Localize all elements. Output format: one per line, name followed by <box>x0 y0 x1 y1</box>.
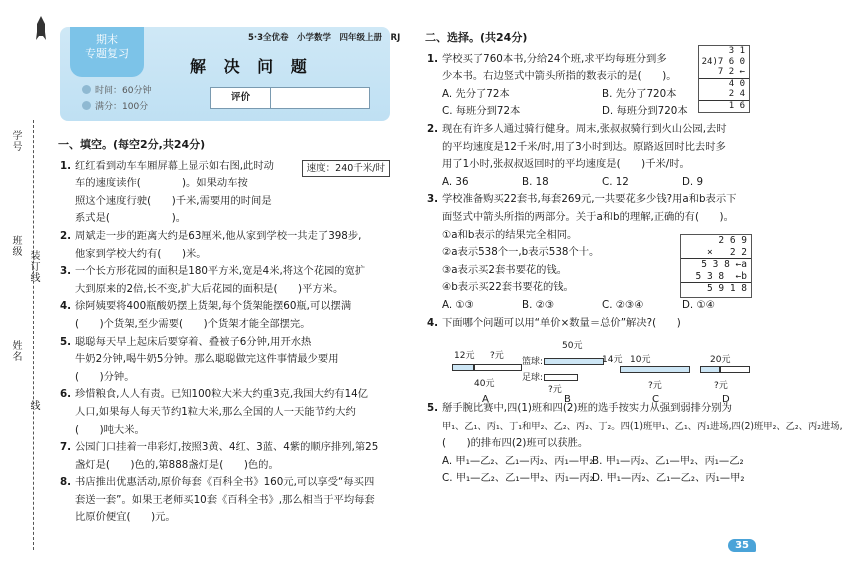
question-2-3: 3. 学校准备购买22套书,每套269元,一共要花多少钱?用a和b表示下 面竖式中箭头所指的两部分。关于a和b的理解,正确的有( )。 ①a和b表示的结果完全相同。 ②a表示538个一,b表示538个十。 ③a表示买2套书要花的钱。 ④b表示买22套书要花的钱。 <box>427 193 737 294</box>
section-title-1: 一、填空。(每空2分,共24分) <box>58 138 206 151</box>
option-d[interactable]: D. ①④ <box>682 298 715 311</box>
question-1-5: 5. 聪聪每天早上起床后要穿着、叠被子6分钟,用开水热 牛奶2分钟,喝牛奶5分钟。那么聪聪做完这件事情最少要用 ( )分钟。 <box>60 335 339 383</box>
option-a[interactable]: A. 36 <box>442 175 469 188</box>
option-a[interactable]: A. 甲₁—乙₂、乙₁—丙₂、丙₁—甲₂ <box>442 454 594 467</box>
option-a[interactable]: A. 先分了72本 <box>442 87 510 100</box>
segment-d1 <box>700 366 720 373</box>
option-b[interactable]: B. 先分了720本 <box>602 87 677 100</box>
segment-b2 <box>544 374 578 381</box>
fill-in-section <box>58 136 398 527</box>
header-card <box>60 27 401 121</box>
segment-a1 <box>452 364 474 371</box>
option-c[interactable]: C. ②③④ <box>602 298 644 311</box>
option-b[interactable]: B. 甲₁—丙₂、乙₁—甲₂、丙₁—乙₂ <box>592 454 744 467</box>
option-a[interactable]: A. ①③ <box>442 298 474 311</box>
line-label: 线 <box>28 400 39 411</box>
segment-a2 <box>474 364 522 371</box>
question-2-5: 5. 掰手腕比赛中,四(1)班和四(2)班的选手按实力从强到弱排分别为 甲₁、乙₁、丙₁、丁₁和甲₂、乙₂、丙₂、丁₂。四(1)班甲₁、乙₁、丙₁进场,四(2)班甲₂、乙₂、丙₂进场, ( )的排布四(2)班可以获胜。 <box>427 402 843 450</box>
check-icon <box>82 101 91 110</box>
question-1-3: 3. 一个长方形花园的面积是180平方米,宽是4米,将这个花园的宽扩 大到原来的2倍,长不变,扩大后花园的面积是( )平方米。 <box>60 265 366 295</box>
name-label: 姓名 <box>10 340 21 362</box>
segment-c <box>620 366 690 373</box>
page-title: 解 决 问 题 <box>190 57 313 76</box>
options-2-5 <box>425 453 765 488</box>
question-1-8: 8. 书店推出优惠活动,原价每套《百科全书》160元,可以享受“每买四 套送一套”。如果王老师买10套《百科全书》,那么相当于平均每套 比原价便宜( )元。 <box>60 476 375 524</box>
option-d[interactable]: D. 9 <box>682 175 704 188</box>
question-1-4: 4. 徐阿姨要将400瓶酸奶摆上货架,每个货架能摆60瓶,可以摆满 ( )个货架,至少需要( )个货架才能全部摆完。 <box>60 300 352 330</box>
segment-b1 <box>544 358 604 365</box>
cut-line <box>33 120 34 550</box>
question-1-2: 2. 周斌走一步的距离大约是63厘米,他从家到学校一共走了398步, 他家到学校大约有( )米。 <box>60 229 362 260</box>
score-info: 满分：100分 <box>82 99 148 112</box>
option-b[interactable]: B. ②③ <box>522 298 555 311</box>
clock-icon <box>82 85 91 94</box>
option-c[interactable]: C. 甲₁—乙₂、乙₁—甲₂、丙₁—丙₂ <box>442 472 594 485</box>
option-c[interactable]: C. 12 <box>602 175 629 188</box>
series-title: 5·3全优卷 小学数学 四年级上册 RJ <box>248 33 401 43</box>
options-2-3 <box>425 297 765 315</box>
class-label: 班级 <box>10 235 21 257</box>
student-id-label: 学号 <box>10 130 21 152</box>
binding-line-label: 装订线 <box>28 250 39 283</box>
option-b[interactable]: B. 18 <box>522 175 549 188</box>
question-1-1: 1. 速度：240千米/时 红红看到动车车厢屏幕上显示如右图,此时动 车的速度读作( )。如果动车按 照这个速度行驶( )千米,需要用的时间是 系式是( )。 <box>58 158 398 228</box>
section-title-2: 二、选择。(共24分) <box>425 31 528 44</box>
question-2-4: 4. 下面哪个问题可以用“单价×数量＝总价”解决?( ) <box>427 316 681 329</box>
option-d[interactable]: D. 甲₁—丙₂、乙₁—乙₂、丙₁—甲₂ <box>592 472 745 485</box>
time-info: 时间：60分钟 <box>82 83 151 96</box>
question-2-2: 2. 现在有许多人通过骑行健身。周末,张叔叔骑行到火山公园,去时 的平均速度是12千米/时,用了3小时到达。原路返回时比去时多 用了1小时,张叔叔返回时的平均速度是( )千米/时。 <box>427 122 727 171</box>
segment-d2 <box>720 366 750 373</box>
question-1-6: 6. 珍惜粮食,人人有责。已知100粒大米大约重3克,我国大约有14亿 人口,如果每人每天节约1粒大米,那么全国的人一天能节约大约 ( )吨大米。 <box>60 388 368 436</box>
rocket-icon <box>36 16 46 42</box>
binding-strip <box>0 0 48 566</box>
options-2-2 <box>425 174 765 192</box>
long-division: 3 1 24)7 6 0 7 2 ← 4 0 2 4 1 6 <box>698 45 750 113</box>
segment-diagrams: 12元 ?元 40元 A 50元 篮球: 足球: ?元 B 10元 14元 ?元 C 20元 ?元 D <box>452 338 752 402</box>
question-2-1: 1. 学校买了760本书,分给24个班,求平均每班分到多 少本书。右边竖式中箭头所指的数表示的是( )。 <box>427 52 677 83</box>
page-number: 35 <box>728 539 756 552</box>
speed-sign: 速度：240千米/时 <box>302 160 390 177</box>
option-d[interactable]: D. 每班分到720本 <box>602 105 688 118</box>
question-1-7: 7. 公园门口挂着一串彩灯,按照3黄、4红、3蓝、4紫的顺序排列,第25 盏灯是( )色的,第888盏灯是( )色的。 <box>60 441 379 471</box>
option-c[interactable]: C. 每班分到72本 <box>442 105 521 118</box>
evaluation-box: 评价 <box>210 87 370 109</box>
vertical-multiplication: 2 6 9 × 2 2 5 3 8 ←a 5 3 8 ←b 5 9 1 8 <box>680 234 752 298</box>
review-badge: 期末 专题复习 <box>70 27 144 77</box>
